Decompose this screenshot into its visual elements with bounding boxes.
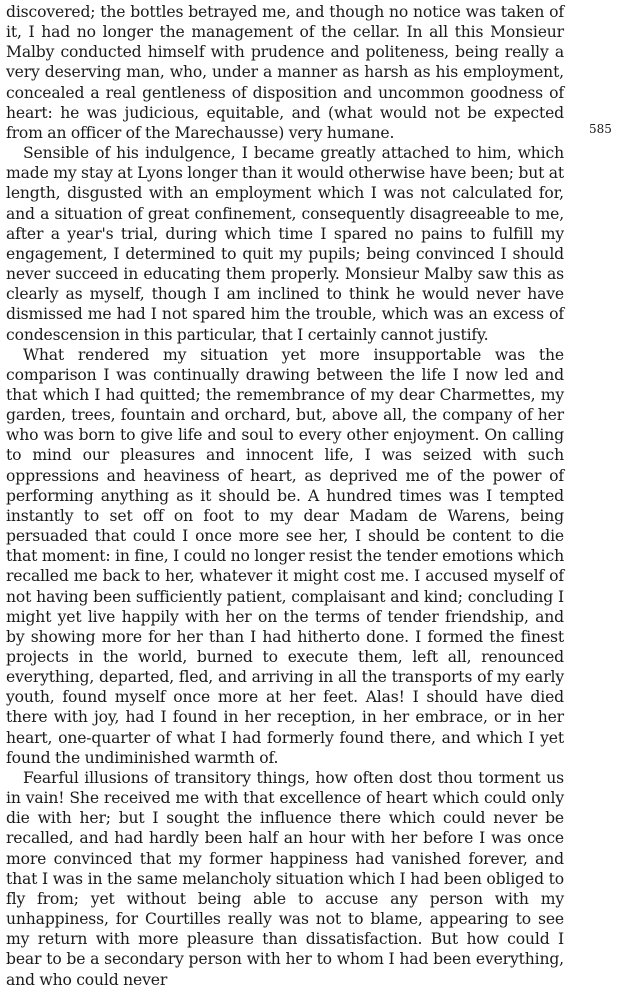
paragraph-4: Fearful illusions of transitory things, how often dost thou torment us in vain! She received me with that excellence of heart which could only die with her; but I sought the influence there which could never be recalled, and had hardly been half an hour with her before I was once more convinced that my former happiness had vanished forever, and that I was in the same melancholy situation which I had been obliged to fly from; yet without being able to accuse any person with my unhappiness, for Courtilles really was not to blame, appearing to see my return with more pleasure than dissatisfaction. But how could I bear to be a secondary person with her to whom I had been everything, and who could never <box>6 768 564 989</box>
body-text <box>6 2 564 990</box>
paragraph-1: discovered; the bottles betrayed me, and though no notice was taken of it, I had no longer the management of the cellar. In all this Monsieur Malby conducted himself with prudence and politeness, being really a very deserving man, who, under a manner as harsh as his employment, concealed a real gentleness of disposition and uncommon goodness of heart: he was judicious, equitable, and (what would not be expected from an officer of the Marechausse) very humane. <box>6 3 564 142</box>
page-number: 585 <box>589 122 612 136</box>
paragraph-2: Sensible of his indulgence, I became greatly attached to him, which made my stay at Lyons longer than it would otherwise have been; but at length, disgusted with an employment which I was not calculated for, and a situation of great confinement, consequently disagreeable to me, after a year's trial, during which time I spared no pains to fulfill my engagement, I determined to quit my pupils; being convinced I should never succeed in educating them properly. Monsieur Malby saw this as clearly as myself, though I am inclined to think he would never have dismissed me had I not spared him the trouble, which was an excess of condescension in this particular, that I certainly cannot justify. <box>6 144 564 344</box>
paragraph-3: What rendered my situation yet more insupportable was the comparison I was continually drawing between the life I now led and that which I had quitted; the remembrance of my dear Charmettes, my garden, trees, fountain and orchard, but, above all, the company of her who was born to give life and soul to every other enjoyment. On calling to mind our pleasures and innocent life, I was seized with such oppressions and heaviness of heart, as deprived me of the power of performing anything as it should be. A hundred times was I tempted instantly to set off on foot to my dear Madam de Warens, being persuaded that could I once more see her, I should be content to die that moment: in fine, I could no longer resist the tender emotions which recalled me back to her, whatever it might cost me. I accused myself of not having been sufficiently patient, complaisant and kind; concluding I might yet live happily with her on the terms of tender friendship, and by showing more for her than I had hitherto done. I formed the finest projects in the world, burned to execute them, left all, renounced everything, departed, fled, and arriving in all the transports of my early youth, found myself once more at her feet. Alas! I should have died there with joy, had I found in her reception, in her embrace, or in her heart, one-quarter of what I had formerly found there, and which I yet found the undiminished warmth of. <box>6 345 564 767</box>
